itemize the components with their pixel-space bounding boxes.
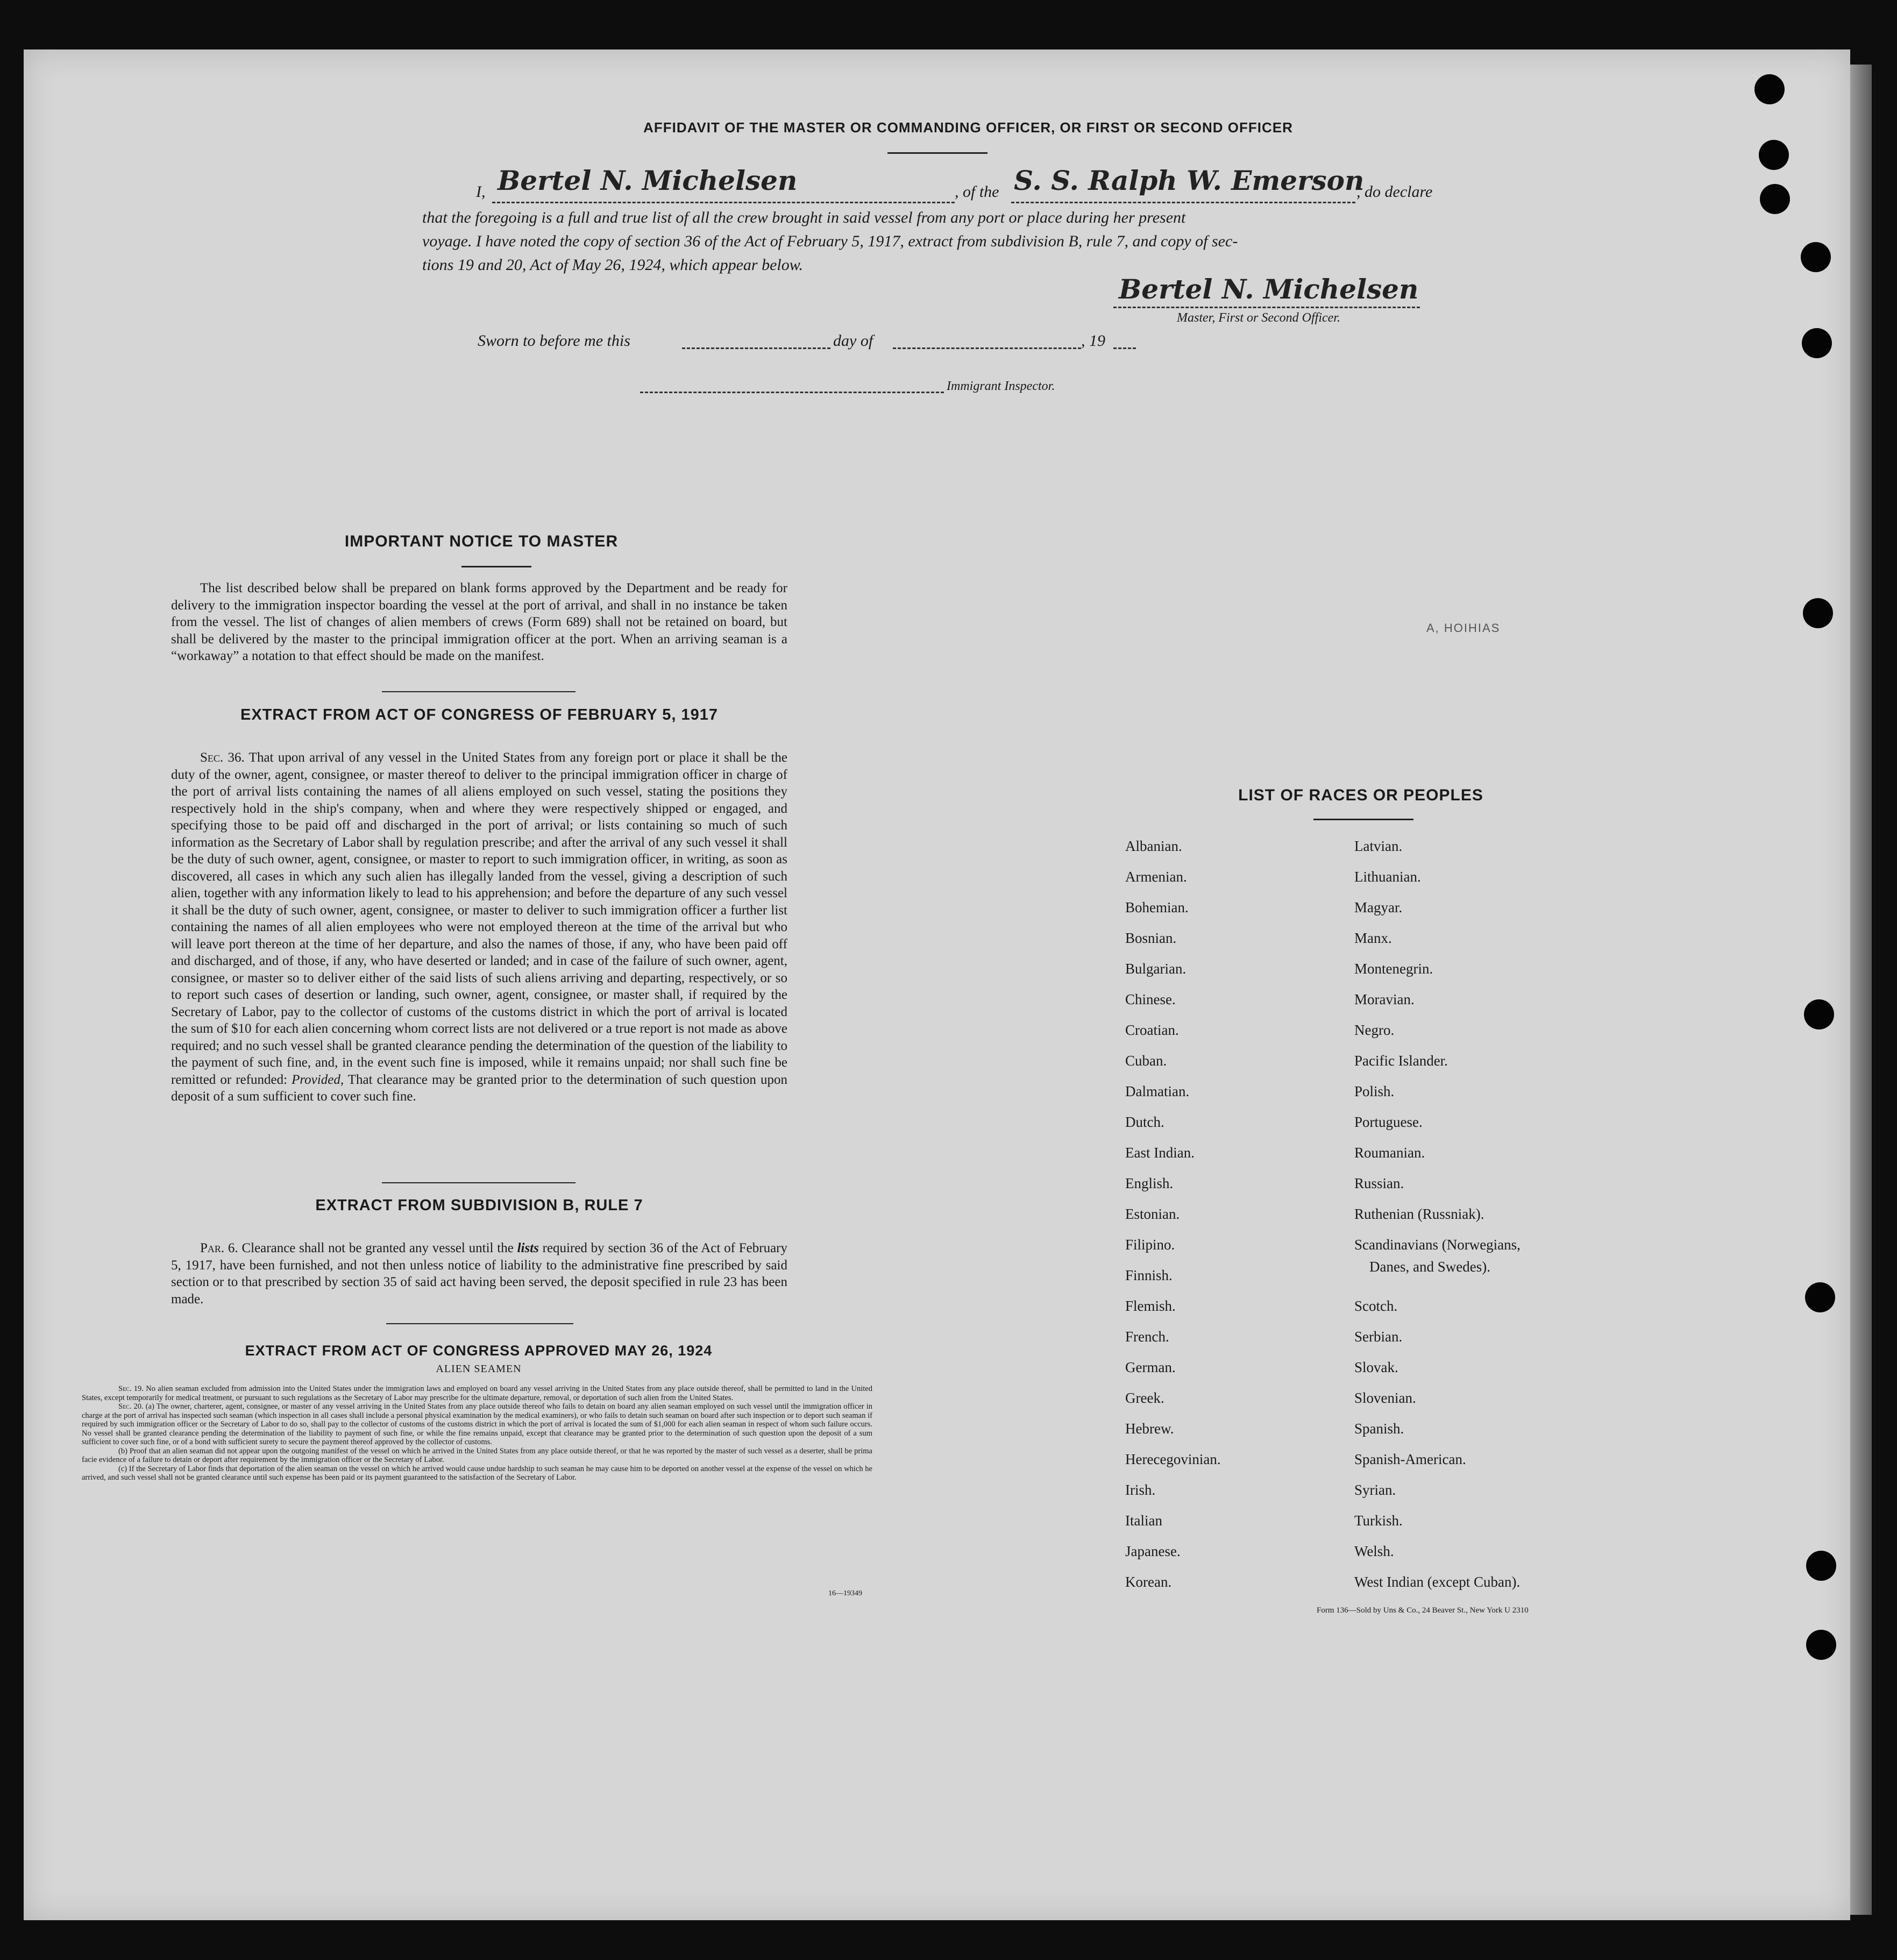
divider [382,691,576,692]
affidavit-mid: , of the [955,183,999,201]
race-item: Spanish. [1354,1421,1404,1437]
sworn-prefix: Sworn to before me this [478,332,630,350]
punch-hole [1802,328,1832,358]
section-20c: (c) If the Secretary of Labor finds that deportation of the alien seaman on the vessel on which he arrived would cause undue hardship to such seaman he may cause him to be deported on another vessel at the expense of the vessel on which he arrived, and such vessel shall not be granted clearance until such expense has been paid or its payment guaranteed to the satisfaction of the Secretary of Labor. [82,1464,872,1482]
race-item: Serbian. [1354,1329,1403,1345]
punch-hole [1754,74,1785,104]
race-item: Roumanian. [1354,1145,1425,1161]
master-signature: Bertel N. Michelsen [1119,273,1419,305]
vessel-blank [1011,202,1355,203]
notice-body: The list described below shall be prepared on blank forms approved by the Department and be ready for delivery to the immigration inspector boarding the vessel at the port of arrival, and shall in no instance be taken from the vessel. The list of changes of alien members of crews (Form 689) shall not be retained on board, but shall be delivered by the master to the principal immigration officer at the port. When an arriving seaman is a “workaway” a notation to that effect should be made on the manifest. [171,581,787,663]
race-item: Armenian. [1125,869,1187,885]
sworn-year-blank [1113,347,1136,349]
race-item: Finnish. [1125,1267,1173,1283]
race-item: Albanian. [1125,838,1182,854]
divider [1313,819,1413,820]
punch-hole [1801,242,1831,272]
race-item: Polish. [1354,1083,1395,1099]
sworn-year: , 19 [1081,332,1105,350]
race-item: Japanese. [1125,1543,1181,1559]
punch-hole [1760,184,1790,214]
punch-hole [1806,1551,1836,1581]
race-item: East Indian. [1125,1145,1195,1161]
section-20a-text: (a) The owner, charterer, agent, consignee, or master of any vessel arriving in the United States from any place outside thereof who fails to detain on board any alien seaman employed on such vessel until the immigration officer in charge at the port of arrival has inspected such seaman (which inspection in all cases shall include a personal physical examination by the medical examiners), or who fails to detain such seaman on board after such inspection or to deport such seaman if required by such immigration officer or the Secretary of Labor to do so, shall pay to the collector of customs of the customs district in which the port of arrival is located the sum of $1,000 for each alien seaman in respect of whom such failure occurs. No vessel shall be granted clearance pending the determination of the liability to payment of such fine, or while the fine remains unpaid, except that clearance may be granted prior to the determination of such question upon the deposit of a sum sufficient to cover such fine, or of a bond with sufficient surety to secure the payment thereof approved by the collector of customs. [82,1402,872,1446]
races-title: LIST OF RACES OR PEOPLES [1238,786,1483,804]
race-item: Spanish-American. [1354,1451,1466,1467]
affidavit-line-4: tions 19 and 20, Act of May 26, 1924, which appear below. [422,256,804,274]
section-19 [82,1384,872,1402]
divider [461,566,531,567]
race-item: Flemish. [1125,1298,1176,1314]
race-item: Korean. [1125,1574,1172,1590]
form-footer: Form 136—Sold by Uns & Co., 24 Beaver St., New York U 2310 [1317,1606,1529,1615]
rule-7-title: EXTRACT FROM SUBDIVISION B, RULE 7 [315,1197,643,1214]
race-item: German. [1125,1359,1176,1375]
extract-1917-title: EXTRACT FROM ACT OF CONGRESS OF FEBRUARY 5, 1917 [240,706,719,723]
race-item: Estonian. [1125,1206,1180,1222]
punch-hole [1804,999,1834,1029]
race-item: Moravian. [1354,991,1415,1007]
race-item: Scandinavians (Norwegians, [1354,1237,1521,1253]
section-19-text: No alien seaman excluded from admission into the United States under the immigration laws and employed on board any vessel arriving in the United States from any place outside thereof, shall be permitted to land in the United States, except temporarily for medical treatment, or pursuant to such regulations as the Secretary of Labor may prescribe for the ultimate departure, removal, or deportation of such alien from the United States. [82,1384,872,1402]
affidavit-suffix: , do declare [1356,183,1433,201]
race-item: Dalmatian. [1125,1083,1190,1099]
inspector-blank [640,392,944,393]
race-item: English. [1125,1175,1174,1191]
name-blank [492,202,955,203]
sworn-mid: day of [833,332,873,350]
punch-hole [1803,598,1833,628]
race-item: Bosnian. [1125,930,1177,946]
race-item: Welsh. [1354,1543,1394,1559]
proviso-text: That clearance may be granted prior to the determination of such question upon deposit of a sum sufficient to cover such fine. [171,1072,787,1104]
race-item: Lithuanian. [1354,869,1421,885]
race-item: Hebrew. [1125,1421,1174,1437]
punch-hole [1806,1630,1836,1660]
section-20b: (b) Proof that an alien seaman did not appear upon the outgoing manifest of the vessel on which he arrived in the United States from any place outside thereof, or that he was reported by the master of such vessel as a deserter, shall be prima facie evidence of a failure to detain or deport after requirement by the immigration officer or the Secretary of Labor. [82,1446,872,1464]
section-36-text: That upon arrival of any vessel in the United States from any foreign port or place it shall be the duty of the owner, agent, consignee, or master thereof to deliver to the principal immigration officer in charge of the port of arrival lists containing the names of all aliens employed on such vessel, stating the positions they respectively hold in the ship's company, when and where they were respectively shipped or engaged, and specifying those to be paid off and discharged in the port of arrival; or lists containing so much of such information as the Secretary of Labor shall by regulation prescribe; and after the arrival of any such vessel it shall be the duty of such owner, agent, consignee, or master to report to such immigration officer, in writing, as soon as discovered, all cases in which any such alien has illegally landed from the vessel, giving a description of such alien, together with any information likely to lead to his apprehension; and before the departure of any such vessel it shall be the duty of such owner, agent, consignee, or master to deliver to such immigration officer a further list containing the names of all alien employees who were not employed thereon at the time of the arrival but who will leave port thereon at the time of her departure, and also the names of those, if any, who have been paid off and discharged, and of those, if any, who have deserted or landed; and in case of the failure of such owner, agent, consignee, or master so to deliver either of the said lists of such aliens arriving and departing, respectively, or so to report such cases of desertion or landing, such owner, agent, consignee, or master shall, if required by the Secretary of Labor, pay to the collector of customs of the customs district in which the port of arrival is located the sum of $10 for each alien concerning whom correct lists are not delivered or a true report is not made as above required; and no such vessel shall be granted clearance pending the determination of the question of the liability to the payment of such fine, and, in the event such fine is imposed, while it remains unpaid; nor shall such fine be remitted or refunded: [171,750,788,1087]
race-item: Irish. [1125,1482,1156,1498]
divider [887,152,987,154]
affidavit-line-3: voyage. I have noted the copy of section 36 of the Act of February 5, 1917, extract from subdivision B, rule 7, and copy of sec- [422,232,1238,250]
race-item: Italian [1125,1512,1162,1529]
race-item: Chinese. [1125,991,1176,1007]
race-item: Portuguese. [1354,1114,1423,1130]
extract-1924-body [82,1384,872,1482]
race-item: Turkish. [1354,1512,1403,1529]
divider [382,1182,576,1183]
notice-title: IMPORTANT NOTICE TO MASTER [344,532,619,550]
section-label: Sec. 19. [118,1384,144,1393]
section-20a [82,1402,872,1447]
punch-hole [1805,1282,1835,1312]
sworn-month-blank [893,347,1081,349]
proviso-label: Provided, [292,1072,344,1087]
punch-hole [1759,140,1789,170]
race-item: Magyar. [1354,899,1403,915]
rule-7-text-a: Clearance shall not be granted any vessel until the [241,1241,514,1255]
race-item: Dutch. [1125,1114,1164,1130]
race-item: Greek. [1125,1390,1164,1406]
page-edge [1850,65,1872,1915]
race-item: Montenegrin. [1354,961,1433,977]
extract-1924-subtitle: ALIEN SEAMEN [436,1363,522,1375]
race-item: Herecegovinian. [1125,1451,1221,1467]
race-item: Negro. [1354,1022,1395,1038]
lists-word: lists [517,1241,539,1255]
extract-1917-body [171,749,787,1105]
race-item: Russian. [1354,1175,1404,1191]
race-item: Bulgarian. [1125,961,1186,977]
faint-stamp: A, HOIHIAS [1426,621,1501,635]
race-item: Slovenian. [1354,1390,1416,1406]
affidavit-line-2: that the foregoing is a full and true list of all the crew brought in said vessel from any port or place during her present [422,209,1186,226]
rule-7-body [171,1240,787,1308]
race-item: Bohemian. [1125,899,1189,915]
affidavit-prefix: I, [476,183,486,201]
vessel-name-handwritten: S. S. Ralph W. Emerson [1014,165,1365,196]
print-code: 16—19349 [828,1589,862,1597]
race-item: West Indian (except Cuban). [1354,1574,1521,1590]
race-item: Danes, and Swedes). [1369,1259,1490,1275]
paragraph-label: Par. 6. [200,1241,238,1255]
section-label: Sec. 20. [118,1402,144,1411]
rule-7-text-b: required by section 36 of the Act of February 5, 1917, have been furnished, and not then unless notice of liability to the administrative fine prescribed by said section or to that prescribed by section 35 of said act having been served, the deposit specified in rule 23 has been made. [171,1241,787,1306]
race-item: Slovak. [1354,1359,1398,1375]
divider [386,1323,573,1324]
race-item: French. [1125,1329,1169,1345]
race-item: Scotch. [1354,1298,1398,1314]
race-item: Syrian. [1354,1482,1396,1498]
extract-1924-title: EXTRACT FROM ACT OF CONGRESS APPROVED MAY 26, 1924 [245,1343,713,1359]
affidavit-title: AFFIDAVIT OF THE MASTER OR COMMANDING OFFICER, OR FIRST OR SECOND OFFICER [643,119,1293,136]
race-item: Latvian. [1354,838,1403,854]
master-name-handwritten: Bertel N. Michelsen [498,165,798,196]
race-item: Ruthenian (Russniak). [1354,1206,1484,1222]
race-item: Pacific Islander. [1354,1053,1448,1069]
section-label: Sec. 36. [200,750,245,765]
signature-blank [1113,307,1420,308]
race-item: Croatian. [1125,1022,1179,1038]
sworn-day-blank [682,347,830,349]
race-item: Filipino. [1125,1237,1175,1253]
race-item: Cuban. [1125,1053,1167,1069]
race-item: Manx. [1354,930,1392,946]
inspector-caption: Immigrant Inspector. [947,379,1055,393]
signature-caption: Master, First or Second Officer. [1177,311,1340,325]
